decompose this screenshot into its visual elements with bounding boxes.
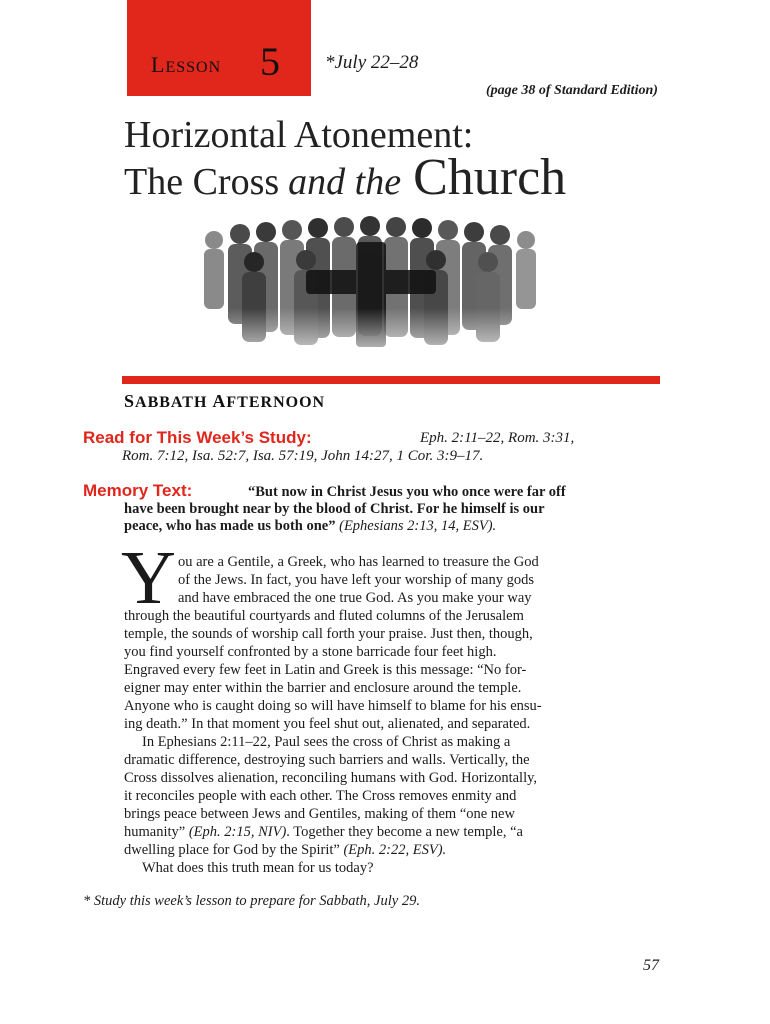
section-initial-2: A	[212, 391, 227, 411]
body-text: humanity”	[124, 824, 186, 840]
section-rest-1: ABBATH	[135, 394, 208, 411]
page-reference: (page 38 of Standard Edition)	[486, 83, 658, 98]
lesson-rest: ESSON	[165, 59, 222, 76]
lesson-banner	[127, 0, 311, 96]
section-divider	[122, 376, 660, 384]
body-line: Anyone who is caught doing so will have himself to blame for his ensu-	[124, 698, 542, 714]
memory-line1: “But now in Christ Jesus you who once were far off	[248, 484, 566, 500]
body-line: you find yourself confronted by a stone barricade four feet high.	[124, 644, 497, 660]
body-line: it reconciles people with each other. The Cross removes enmity and	[124, 788, 517, 804]
body-line: of the Jews. In fact, you have left your worship of many gods	[178, 572, 534, 588]
body-line: brings peace between Jews and Gentiles, making of them “one new	[124, 806, 515, 822]
memory-text-label: Memory Text:	[83, 481, 193, 500]
memory-line3-text: peace, who has made us both one”	[124, 518, 336, 534]
body-line: dramatic difference, destroying such barriers and walls. Vertically, the	[124, 752, 530, 768]
body-text: . Together they become a new temple, “a	[286, 824, 523, 840]
body-line: What does this truth mean for us today?	[142, 860, 374, 876]
body-line: Engraved every few feet in Latin and Greek is this message: “No for-	[124, 662, 527, 678]
memory-line2: have been brought near by the blood of Christ. For he himself is our	[124, 501, 545, 517]
lesson-initial: L	[151, 52, 166, 77]
scripture-citation: (Eph. 2:22, ESV).	[343, 842, 447, 858]
lesson-date: *July 22–28	[325, 52, 419, 73]
body-line: temple, the sounds of worship call forth your praise. Just then, though,	[124, 626, 533, 642]
section-rest-2: FTERNOON	[226, 394, 326, 411]
page-title-line2	[124, 148, 566, 206]
body-line: eigner may enter within the barrier and enclosure around the temple.	[124, 680, 522, 696]
reading-refs-line1: Eph. 2:11–22, Rom. 3:31,	[420, 430, 575, 446]
body-line	[124, 823, 523, 841]
scripture-citation: (Eph. 2:15, NIV)	[188, 824, 287, 840]
body-line: ou are a Gentile, a Greek, who has learned to treasure the God	[178, 554, 539, 570]
body-line: ing death.” In that moment you feel shut out, alienated, and separated.	[124, 716, 531, 732]
title-part-and-the: and the	[288, 161, 402, 203]
section-heading	[124, 391, 325, 412]
crowd-cross-photo	[196, 212, 546, 372]
drop-cap: Y	[121, 536, 176, 620]
section-initial-1: S	[124, 391, 136, 411]
page-number: 57	[643, 957, 659, 974]
lesson-label	[151, 52, 221, 78]
body-line: Cross dissolves alienation, reconciling humans with God. Horizontally,	[124, 770, 538, 786]
memory-citation: (Ephesians 2:13, 14, ESV).	[339, 518, 497, 534]
body-line: and have embraced the one true God. As you make your way	[178, 590, 532, 606]
reading-label: Read for This Week’s Study:	[83, 428, 312, 447]
title-part-church: Church	[413, 149, 567, 206]
body-line	[124, 841, 446, 859]
reading-refs-line2: Rom. 7:12, Isa. 52:7, Isa. 57:19, John 14:27, 1 Cor. 3:9–17.	[122, 448, 484, 464]
body-line: In Ephesians 2:11–22, Paul sees the cross of Christ as making a	[142, 734, 511, 750]
page-title-line1: Horizontal Atonement:	[124, 114, 474, 156]
memory-line3	[124, 518, 496, 535]
title-part-cross: The Cross	[124, 161, 280, 203]
body-text: dwelling place for God by the Spirit”	[124, 842, 340, 858]
footnote: * Study this week’s lesson to prepare for Sabbath, July 29.	[83, 893, 420, 909]
body-line: through the beautiful courtyards and fluted columns of the Jerusalem	[124, 608, 524, 624]
lesson-number: 5	[260, 39, 280, 84]
